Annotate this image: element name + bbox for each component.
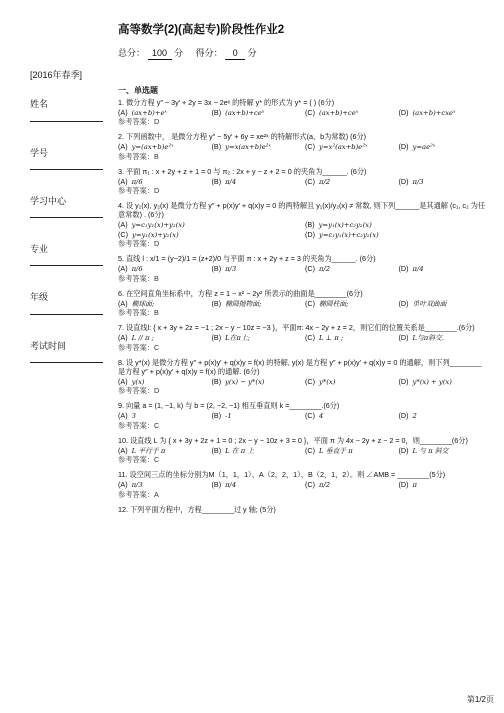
answer-option[interactable]: [399, 411, 489, 420]
option-key: (A): [118, 480, 128, 490]
answer-option[interactable]: [212, 299, 302, 308]
option-text: y=x(ax+b)e²ˣ: [225, 143, 271, 152]
option-text: 3: [131, 412, 136, 421]
option-text: y=c₁y₁(x)+c₂y₂(x): [318, 230, 379, 239]
option-list: [118, 446, 488, 455]
answer-option[interactable]: [305, 377, 395, 386]
answer-option[interactable]: [118, 108, 208, 117]
option-key: (D): [398, 376, 409, 386]
reference-answer: 参考答案：D: [118, 239, 160, 249]
question-list: [118, 98, 488, 520]
info-field-blank[interactable]: [30, 362, 103, 363]
option-text: 单叶双曲面: [412, 299, 447, 308]
info-field: [30, 99, 105, 121]
score-label: 得分：: [195, 48, 223, 58]
score-unit: 分: [247, 48, 257, 58]
option-text: π/3: [412, 177, 424, 186]
info-field-label: 年级: [30, 292, 49, 303]
answer-option[interactable]: [399, 264, 489, 273]
option-text: 4: [318, 412, 324, 421]
option-text: π/2: [318, 177, 331, 186]
option-text: 椭圆柱面;: [318, 299, 349, 308]
option-text: π: [412, 481, 417, 490]
option-text: y(x) − y*(x): [225, 377, 265, 386]
info-field: [30, 196, 105, 218]
reference-answer: 参考答案：B: [118, 308, 159, 318]
option-key: (A): [118, 220, 128, 230]
page-number: 第1/2页: [466, 695, 494, 704]
question-item: [118, 401, 488, 429]
option-key: (B): [211, 298, 222, 308]
option-key: (C): [305, 264, 315, 274]
option-text: L 平行于 π: [131, 446, 166, 455]
info-field-blank[interactable]: [30, 265, 103, 266]
answer-option[interactable]: [212, 142, 302, 151]
option-key: (B): [211, 108, 222, 117]
answer-option[interactable]: [118, 377, 208, 386]
question-stem: 2. 下列函数中， 是微分方程 y″ − 5y′ + 6y = xe²ˣ 的特解形式(a、b为常数) (6分): [118, 132, 367, 142]
option-text: π/2: [318, 481, 331, 490]
reference-answer: 参考答案：B: [118, 151, 159, 161]
student-info-sidebar: [30, 70, 105, 389]
reference-answer: 参考答案：D: [118, 117, 160, 127]
option-key: (C): [305, 480, 315, 490]
info-field-blank[interactable]: [30, 169, 103, 170]
option-key: (A): [118, 333, 128, 343]
option-key: (B): [211, 176, 222, 186]
option-text: y(x): [131, 377, 145, 386]
question-stem: 10. 设直线 L 为 { x + 3y + 2z + 1 = 0 ; 2x − y − 10z + 3 = 0 }，平面 π 为 4x − 2y + z − 2 = 0，则________(6分): [118, 435, 468, 445]
option-key: (C): [305, 445, 315, 455]
option-text: L 垂直于 π: [318, 446, 353, 455]
option-list: [118, 264, 488, 273]
option-text: y=(ax+b)e²ˣ: [131, 143, 174, 152]
option-key: (A): [118, 411, 128, 421]
option-key: (A): [118, 142, 128, 152]
option-key: (D): [305, 229, 315, 239]
option-key: (A): [118, 376, 128, 386]
answer-option[interactable]: [212, 377, 302, 386]
answer-option[interactable]: [118, 411, 208, 420]
option-text: 2: [412, 412, 417, 421]
answer-option[interactable]: [118, 177, 208, 186]
option-text: (ax+b)+ceˣ: [225, 109, 265, 117]
question-item: [118, 132, 488, 160]
answer-option[interactable]: [305, 411, 395, 420]
option-key: (C): [305, 298, 315, 308]
answer-option[interactable]: [399, 333, 489, 342]
answer-option[interactable]: [118, 333, 208, 342]
option-text: L 与 π 斜交: [412, 446, 449, 455]
option-key: (B): [211, 480, 222, 490]
option-key: (B): [211, 445, 222, 455]
option-key: (C): [305, 176, 315, 186]
question-stem: 11. 设空间三点的坐标分别为M（1，1，1）、A（2，2，1）、B（2，1，2）。则 ∠AMB = ________(5分): [118, 470, 446, 480]
total-value: 100: [148, 48, 172, 60]
option-key: (A): [118, 445, 128, 455]
option-list: [118, 480, 488, 489]
answer-option[interactable]: [305, 333, 395, 342]
answer-option[interactable]: [399, 108, 489, 117]
answer-option[interactable]: [212, 480, 302, 489]
option-text: L与π斜交.: [412, 334, 445, 343]
answer-option[interactable]: [212, 411, 302, 420]
reference-answer: 参考答案：C: [118, 420, 160, 430]
option-text: π/4: [412, 265, 424, 274]
option-text: y=y₁(x)+c₂y₂(x): [318, 221, 372, 230]
option-list: [118, 220, 488, 239]
option-text: y*(x) + y(x): [412, 377, 452, 386]
answer-option[interactable]: [399, 142, 489, 151]
answer-option[interactable]: [399, 299, 489, 308]
score-value: 0: [225, 48, 245, 60]
option-text: 椭球面;: [131, 299, 155, 308]
option-key: (B): [211, 142, 222, 152]
option-list: [118, 377, 488, 386]
answer-option[interactable]: [212, 446, 302, 455]
info-field-label: 考试时间: [30, 340, 67, 351]
score-line: [118, 48, 257, 60]
option-text: y*(x): [318, 377, 336, 386]
answer-option[interactable]: [305, 177, 395, 186]
question-item: [118, 470, 488, 498]
question-item: [118, 289, 488, 317]
option-text: π/6: [131, 177, 143, 186]
option-text: L ⊥ π ;: [318, 334, 344, 343]
answer-option[interactable]: [305, 108, 395, 117]
option-key: (D): [398, 264, 409, 274]
answer-option[interactable]: [305, 230, 488, 239]
option-text: (ax+b)+eˣ: [131, 109, 167, 117]
option-text: y=y₁(x)+y₂(x): [131, 230, 179, 239]
option-text: y=x²(ax+b)e²ˣ: [318, 143, 368, 152]
option-list: [118, 177, 488, 186]
option-key: (B): [211, 376, 222, 386]
answer-option[interactable]: [399, 480, 489, 489]
info-field-label: 姓名: [30, 99, 49, 110]
option-text: L 在 π 上: [225, 446, 255, 455]
option-text: π/4: [225, 481, 237, 490]
reference-answer: 参考答案：C: [118, 342, 160, 352]
option-key: (A): [118, 176, 128, 186]
answer-option[interactable]: [118, 299, 208, 308]
question-stem: 3. 平面 π₁ : x + 2y + z + 1 = 0 与 π₂ : 2x + y − z + 2 = 0 的夹角为______. (6分): [118, 166, 367, 176]
question-item: [118, 98, 488, 126]
question-item: [118, 358, 488, 395]
option-key: (D): [398, 176, 409, 186]
answer-option[interactable]: [305, 299, 395, 308]
info-field-label: 专业: [30, 244, 49, 254]
question-stem: 6. 在空间直角坐标系中，方程 z = 1 − x² − 2y² 所表示的曲面是________(6分): [118, 288, 363, 298]
option-key: (D): [398, 108, 409, 117]
page-title: 高等数学(2)(高起专)阶段性作业2: [118, 24, 285, 36]
option-text: π/3: [131, 481, 143, 490]
option-key: (A): [118, 264, 128, 274]
answer-option[interactable]: [118, 220, 301, 229]
answer-option[interactable]: [118, 264, 208, 273]
option-key: (D): [398, 411, 409, 421]
question-item: [118, 323, 488, 351]
option-text: y=ae²ˣ: [412, 143, 436, 152]
option-text: π/2: [318, 265, 331, 274]
question-item: [118, 254, 488, 282]
option-key: (A): [118, 108, 128, 117]
question-item: [118, 505, 488, 514]
section-title: 一、单选题: [118, 86, 158, 95]
info-field: [30, 148, 105, 170]
option-key: (C): [305, 108, 315, 117]
answer-option[interactable]: [118, 230, 301, 239]
option-text: (ax+b)+ceˣ: [318, 109, 359, 117]
option-key: (B): [211, 264, 222, 274]
option-text: (ax+b)+cxeˣ: [412, 109, 456, 117]
option-list: [118, 333, 488, 342]
question-stem: 4. 设 y₁(x), y₂(x) 是微分方程 y″ + p(x)y′ + q(x)y = 0 的两特解且 y₁(x)/y₂(x) ≠ 常数, 则下列______是其通解 (c₁, c₂ 为任意常数) . (6分): [118, 201, 486, 220]
answer-option[interactable]: [305, 480, 395, 489]
answer-option[interactable]: [212, 108, 302, 117]
option-text: π/6: [131, 265, 143, 274]
answer-option[interactable]: [212, 333, 302, 342]
option-key: (D): [398, 298, 409, 308]
question-stem: 12. 下列平面方程中，方程________过 y 轴; (5分): [118, 504, 276, 514]
question-stem: 8. 设 y*(x) 是微分方程 y″ + p(x)y′ + q(x)y = f(x) 的特解, y(x) 是方程 y″ + p(x)y′ + q(x)y = 0 的通解，则下列________是方程 y″ + p(x)y′ + q(x)y = f(x) 的通解. (6分): [118, 357, 482, 376]
answer-option[interactable]: [399, 177, 489, 186]
option-text: L // π ;: [131, 334, 154, 343]
reference-answer: 参考答案：D: [118, 186, 160, 196]
info-field: [30, 341, 105, 363]
option-text: y=c₁y₁(x)+y₂(x): [131, 221, 185, 230]
option-list: [118, 142, 488, 151]
option-key: (B): [305, 220, 315, 230]
info-field-label: 学习中心: [30, 195, 67, 206]
total-label: 总分：: [118, 48, 146, 58]
reference-answer: 参考答案：D: [118, 386, 160, 396]
question-stem: 5. 直线 l : x/1 = (y−2)/1 = (z+2)/0 与平面 π : x + 2y + z = 3 的夹角为______. (6分): [118, 254, 376, 264]
option-key: (A): [118, 298, 128, 308]
option-text: L在π上;: [225, 334, 250, 343]
option-key: (C): [305, 411, 315, 421]
option-text: π/3: [225, 265, 237, 274]
info-field-blank[interactable]: [30, 314, 103, 315]
question-item: [118, 167, 488, 195]
answer-option[interactable]: [118, 446, 208, 455]
option-key: (C): [118, 229, 128, 239]
reference-answer: 参考答案：A: [118, 489, 159, 499]
option-key: (D): [398, 333, 409, 343]
answer-option[interactable]: [399, 446, 489, 455]
total-unit: 分: [174, 48, 184, 58]
info-field: [30, 292, 105, 314]
info-field-blank[interactable]: [30, 121, 103, 122]
answer-option[interactable]: [305, 142, 395, 151]
option-text: -1: [225, 412, 232, 421]
option-key: (C): [305, 376, 315, 386]
question-stem: 1. 微分方程 y″ − 3y′ + 2y = 3x − 2eˣ 的特解 y* 的形式为 y* = ( ) (6分): [118, 98, 335, 107]
answer-option[interactable]: [212, 177, 302, 186]
reference-answer: 参考答案：C: [118, 455, 160, 465]
info-field-label: 学号: [30, 147, 49, 158]
answer-option[interactable]: [118, 480, 208, 489]
term-label: [2016年春季]: [30, 70, 83, 80]
question-stem: 7. 设直线l: { x + 3y + 2z = −1 ; 2x − y − 10z = −3 }，平面π: 4x − 2y + z = 2，则它们的位置关系是________.(6分): [118, 323, 475, 333]
option-list: [118, 299, 488, 308]
option-key: (C): [305, 142, 315, 152]
question-item: [118, 436, 488, 464]
option-key: (C): [305, 333, 315, 343]
option-key: (D): [398, 480, 409, 490]
question-stem: 9. 向量 a = (1, −1, k) 与 b = (2, −2, −1) 相互垂直则 k =________.(6分): [118, 401, 340, 411]
reference-answer: 参考答案：B: [118, 273, 159, 283]
option-list: [118, 411, 488, 420]
option-list: [118, 108, 488, 117]
answer-option[interactable]: [212, 264, 302, 273]
option-key: (B): [211, 411, 222, 421]
option-text: π/4: [225, 177, 237, 186]
answer-option[interactable]: [305, 264, 395, 273]
answer-option[interactable]: [399, 377, 489, 386]
option-key: (B): [211, 333, 222, 343]
question-item: [118, 201, 488, 248]
answer-option[interactable]: [305, 446, 395, 455]
answer-option[interactable]: [118, 142, 208, 151]
option-key: (D): [398, 445, 409, 455]
info-field: [30, 244, 105, 266]
option-text: 椭圆抛物面;: [225, 299, 262, 308]
info-field-blank[interactable]: [30, 217, 103, 218]
option-key: (D): [398, 142, 409, 152]
answer-option[interactable]: [305, 220, 488, 229]
